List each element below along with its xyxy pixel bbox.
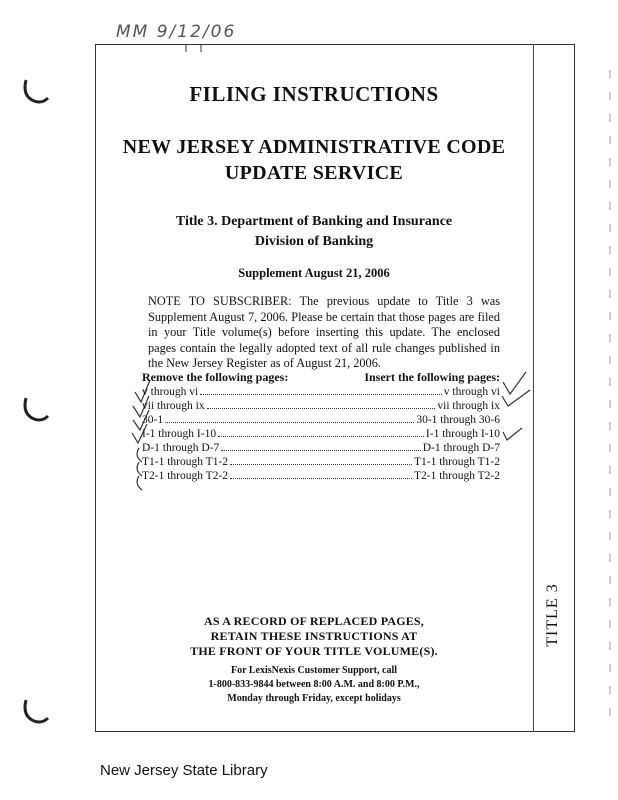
record-line: RETAIN THESE INSTRUCTIONS AT [210,629,418,643]
record-line: AS A RECORD OF REPLACED PAGES, [203,614,425,628]
remove-pages: I-1 through I-10 [142,428,217,440]
page-replacement-table [142,369,500,483]
insert-pages: T2-1 through T2-2 [413,470,500,482]
leader-dots [221,441,420,451]
table-header [142,369,500,385]
punch-hole-icon [25,398,48,420]
page-title: FILING INSTRUCTIONS [189,82,439,106]
subtitle [95,212,533,252]
insert-pages: T1-1 through T1-2 [413,456,500,468]
insert-pages: v through vi [443,386,500,398]
handwritten-initials-date: MM 9/12/06 [116,22,237,42]
leader-dots [207,399,436,409]
insert-pages: vii through ix [437,400,500,412]
punch-hole-icon [25,80,48,102]
note-text: NOTE TO SUBSCRIBER: The previous update to Title 3 was Supplement August 7, 2006. Please be certain that those pages are filed in your Title volume(s) before inserting this update. The enclosed pages contain the legally adopted text of all rule changes published in the New Jersey Register as of August 21, 2006. [148,294,500,370]
insert-pages: I-1 through I-10 [425,428,500,440]
support-line: 1-800-833-9844 between 8:00 A.M. and 8:00 P.M., [208,679,420,690]
table-row [142,455,500,469]
check-marks-right [502,372,530,440]
service-title [95,134,533,186]
customer-support [95,664,533,706]
remove-pages: T1-1 through T1-2 [142,456,229,468]
service-title-line: UPDATE SERVICE [224,162,404,184]
support-line: Monday through Friday, except holidays [227,693,401,704]
table-row [142,385,500,399]
leader-dots [165,413,414,423]
table-row [142,469,500,483]
record-line: THE FRONT OF YOUR TITLE VOLUME(S). [190,644,438,658]
remove-pages: D-1 through D-7 [142,442,220,454]
remove-pages: v through vi [142,386,199,398]
library-stamp: New Jersey State Library [100,762,268,779]
side-tab-label: TITLE 3 [544,583,561,647]
insert-pages: 30-1 through 30-6 [416,414,500,426]
support-line: For LexisNexis Customer Support, call [230,665,397,676]
remove-pages: vii through ix [142,400,205,412]
insert-header: Insert the following pages: [364,370,500,384]
record-notice [95,614,533,659]
leader-dots [200,385,442,395]
remove-pages: 30-1 [142,414,164,426]
table-row [142,427,500,441]
subtitle-line: Division of Banking [254,234,374,249]
remove-pages: T2-1 through T2-2 [142,470,229,482]
table-row [142,441,500,455]
leader-dots [230,469,412,479]
leader-dots [230,455,412,465]
table-row [142,399,500,413]
supplement-date: Supplement August 21, 2006 [238,266,390,280]
service-title-line: NEW JERSEY ADMINISTRATIVE CODE [122,136,506,158]
remove-header: Remove the following pages: [142,370,289,384]
subscriber-note [148,294,500,372]
table-row [142,413,500,427]
leader-dots [218,427,424,437]
insert-pages: D-1 through D-7 [422,442,500,454]
punch-hole-icon [25,700,48,722]
subtitle-line: Title 3. Department of Banking and Insurance [175,214,453,229]
